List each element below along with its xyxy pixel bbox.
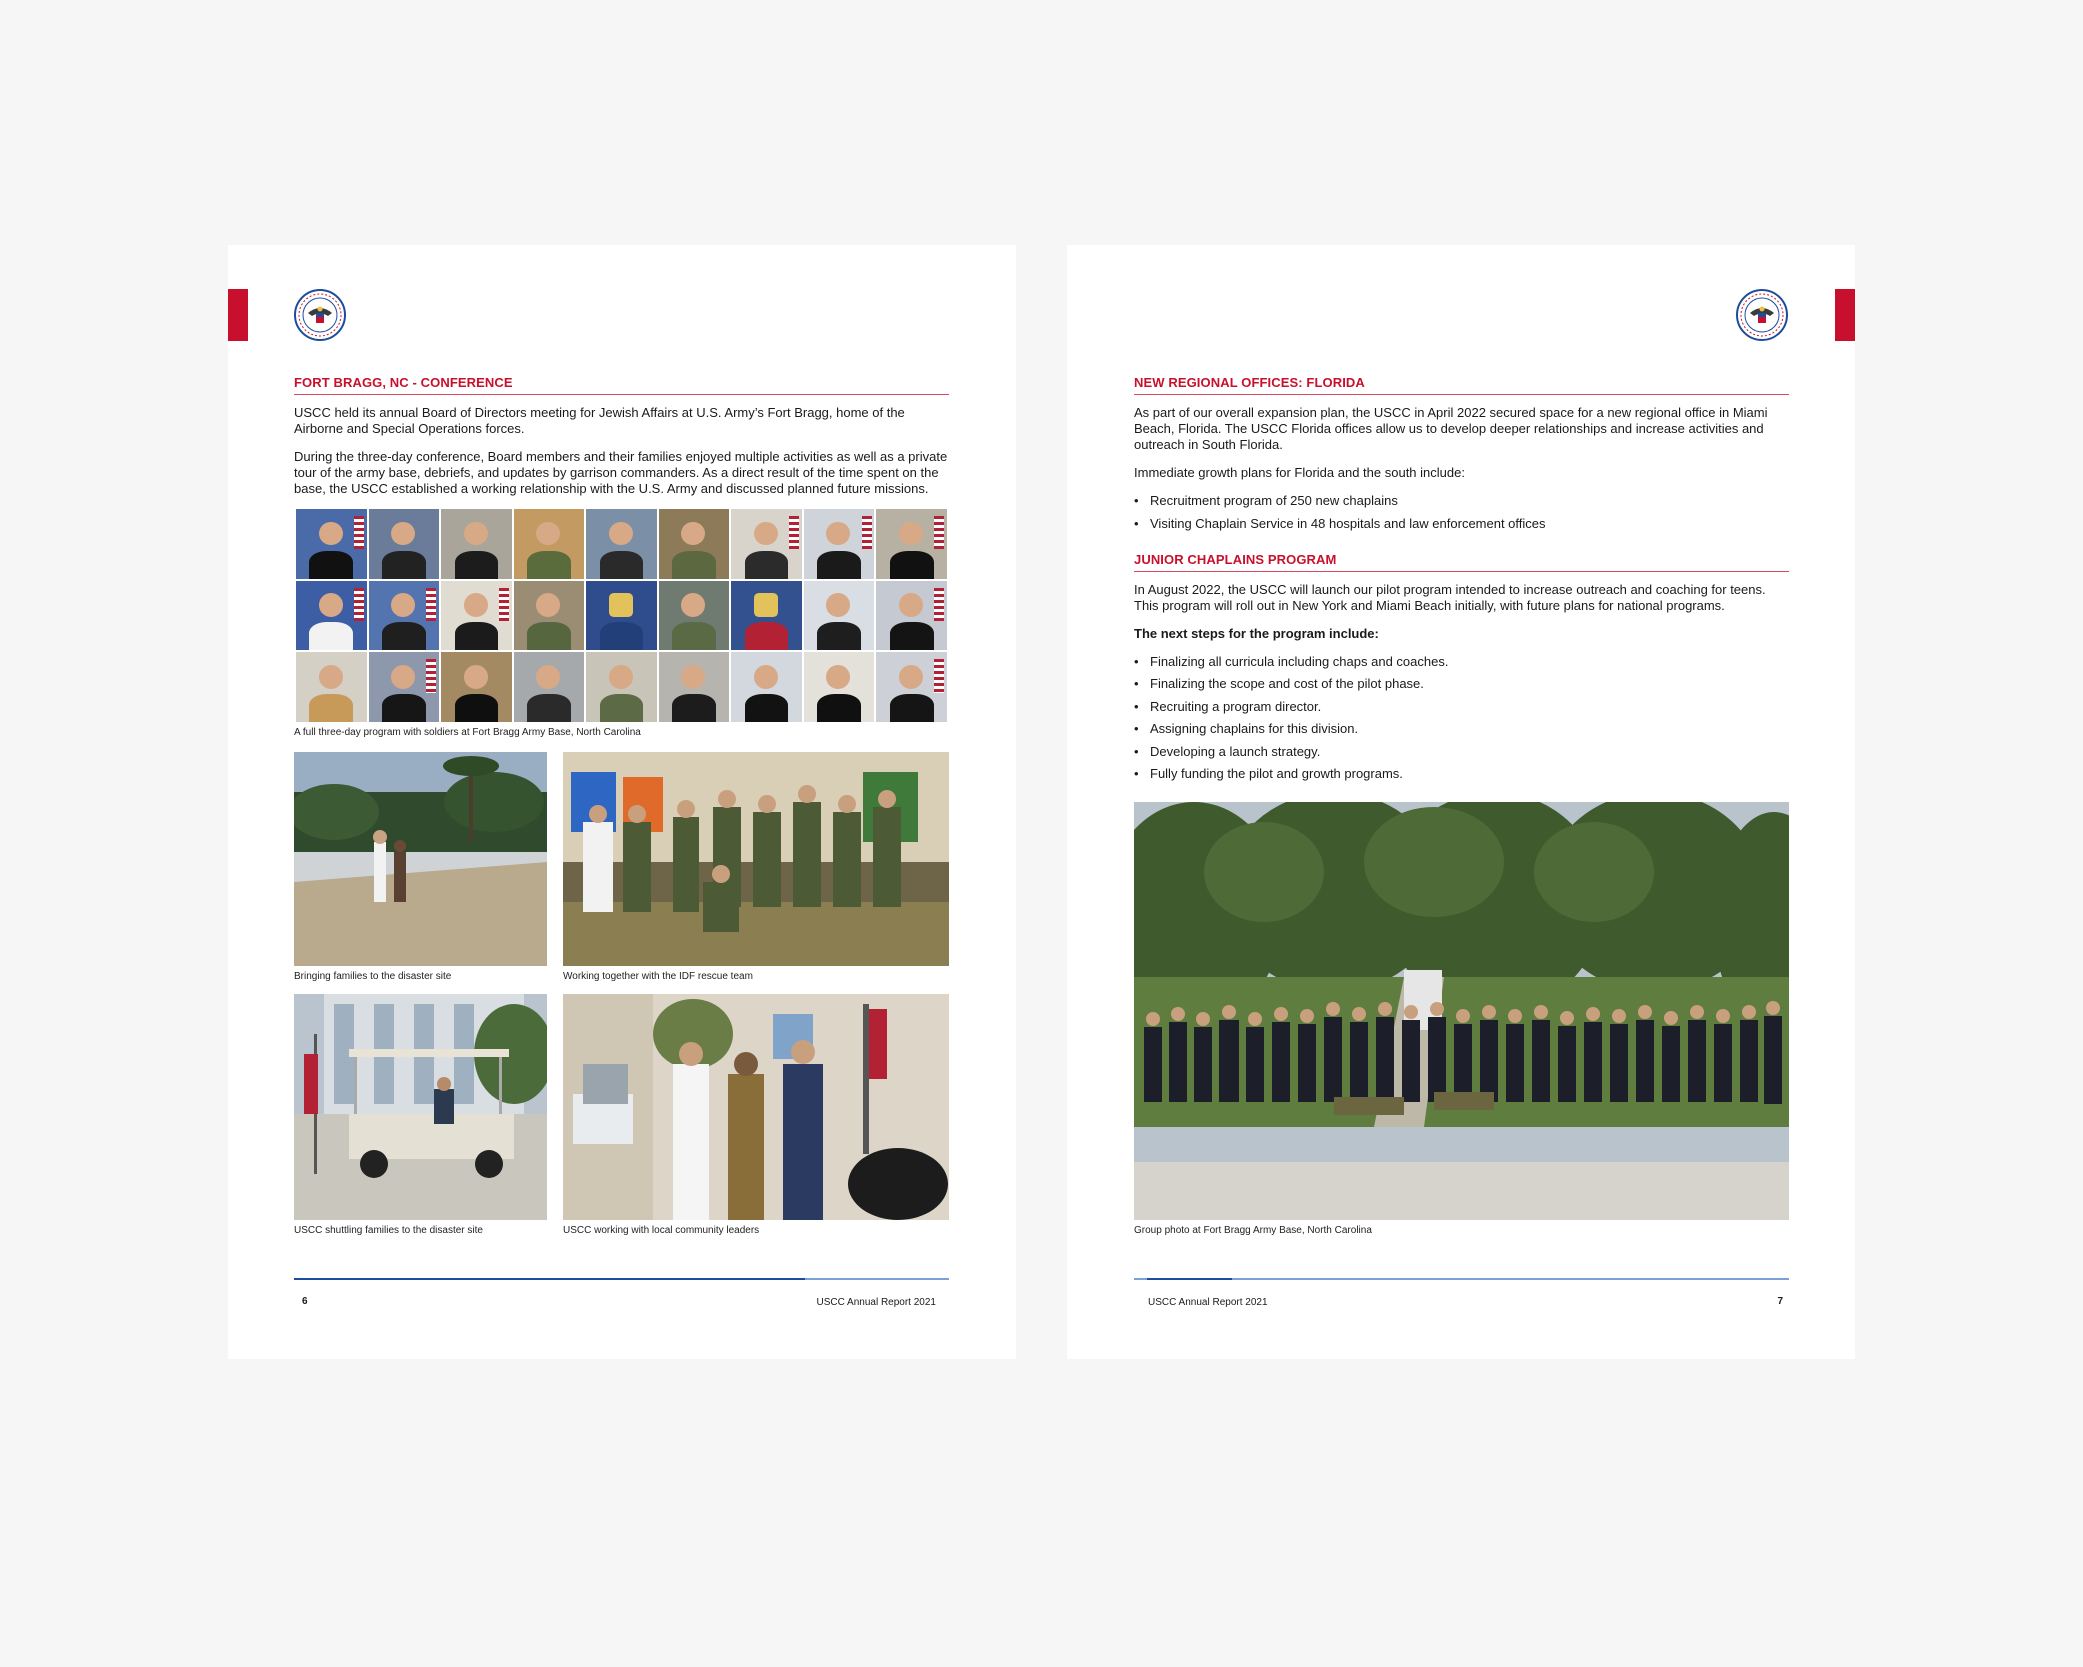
group-photo-caption: Group photo at Fort Bragg Army Base, North Carolina — [1134, 1225, 1372, 1236]
collage-photo — [731, 652, 802, 722]
chaplain-corps-seal-icon — [294, 289, 346, 341]
list-item: • Recruiting a program director. — [1150, 699, 1789, 715]
collage-photo — [369, 581, 440, 651]
list-item: • Recruitment program of 250 new chaplains — [1150, 493, 1789, 509]
collage-photo — [804, 509, 875, 579]
footer-rule — [1134, 1278, 1789, 1280]
collage-photo — [586, 509, 657, 579]
collage-photo — [514, 509, 585, 579]
collage-photo — [876, 581, 947, 651]
photo-caption-1: Bringing families to the disaster site — [294, 971, 452, 982]
next-steps-list — [1134, 654, 1789, 783]
footer-rule — [294, 1278, 949, 1280]
list-item: • Visiting Chaplain Service in 48 hospitals and law enforcement offices — [1150, 516, 1789, 532]
collage-photo — [731, 581, 802, 651]
photo-caption-3: USCC shuttling families to the disaster site — [294, 1225, 483, 1236]
collage-photo — [876, 652, 947, 722]
collage-photo — [586, 652, 657, 722]
collage-photo — [731, 509, 802, 579]
paragraph-florida-1: As part of our overall expansion plan, the USCC in April 2022 secured space for a new regional office in Miami Beach, Florida. The USCC Florida offices allow us to develop deeper relationships and increase activities and outreach in South Florida. — [1134, 405, 1768, 452]
collage-photo — [659, 652, 730, 722]
footer-title: USCC Annual Report 2021 — [816, 1297, 936, 1308]
group-photo-fort-bragg — [1134, 802, 1789, 1220]
paragraph-1: USCC held its annual Board of Directors meeting for Jewish Affairs at U.S. Army’s Fort Bragg, home of the Airborne and Special Operations forces. — [294, 405, 905, 436]
collage-photo — [441, 509, 512, 579]
paragraph-2: During the three-day conference, Board members and their families enjoyed multiple activities as well as a private tour of the army base, debriefs, and updates by garrison commanders. As a direct result of the time spent on the base, the USCC established a working relationship with the U.S. Army and discussed planned future missions. — [294, 449, 948, 496]
collage-photo — [296, 652, 367, 722]
collage-photo — [804, 652, 875, 722]
collage-photo — [369, 509, 440, 579]
list-item: • Finalizing all curricula including chaps and coaches. — [1150, 654, 1789, 670]
photo-collage — [296, 509, 947, 722]
collage-photo — [659, 581, 730, 651]
section-title: FORT BRAGG, NC - CONFERENCE — [294, 375, 949, 395]
list-item: • Fully funding the pilot and growth programs. — [1150, 766, 1789, 782]
collage-photo — [514, 652, 585, 722]
list-item: • Developing a launch strategy. — [1150, 744, 1789, 760]
collage-caption: A full three-day program with soldiers at Fort Bragg Army Base, North Carolina — [294, 727, 641, 738]
red-edge-tab — [228, 289, 248, 341]
page-number: 7 — [1777, 1296, 1783, 1307]
list-item: • Assigning chaplains for this division. — [1150, 721, 1789, 737]
red-edge-tab — [1835, 289, 1855, 341]
collage-photo — [876, 509, 947, 579]
photo-golf-cart-shuttle — [294, 994, 547, 1220]
chaplain-corps-seal-icon — [1736, 289, 1788, 341]
collage-photo — [659, 509, 730, 579]
right-page — [1067, 245, 1855, 1359]
collage-photo — [441, 581, 512, 651]
photo-community-leaders — [563, 994, 949, 1220]
list-item: • Finalizing the scope and cost of the pilot phase. — [1150, 676, 1789, 692]
left-page — [228, 245, 1016, 1359]
collage-photo — [586, 581, 657, 651]
photo-caption-2: Working together with the IDF rescue team — [563, 971, 753, 982]
footer-title: USCC Annual Report 2021 — [1148, 1297, 1268, 1308]
next-steps-subhead: The next steps for the program include: — [1134, 625, 1379, 641]
section-title-florida: NEW REGIONAL OFFICES: FLORIDA — [1134, 375, 1789, 395]
paragraph-florida-2: Immediate growth plans for Florida and the south include: — [1134, 465, 1465, 480]
collage-photo — [296, 509, 367, 579]
collage-photo — [514, 581, 585, 651]
collage-photo — [441, 652, 512, 722]
section-title-junior: JUNIOR CHAPLAINS PROGRAM — [1134, 552, 1789, 572]
collage-photo — [369, 652, 440, 722]
photo-idf-rescue-team — [563, 752, 949, 966]
collage-photo — [804, 581, 875, 651]
florida-bullet-list — [1134, 493, 1789, 532]
paragraph-junior: In August 2022, the USCC will launch our pilot program intended to increase outreach and coaching for teens. This program will roll out in New York and Miami Beach initially, with future plans for national programs. — [1134, 581, 1766, 613]
photo-disaster-site-families — [294, 752, 547, 966]
photo-caption-4: USCC working with local community leaders — [563, 1225, 760, 1236]
page-number: 6 — [302, 1296, 308, 1307]
collage-photo — [296, 581, 367, 651]
